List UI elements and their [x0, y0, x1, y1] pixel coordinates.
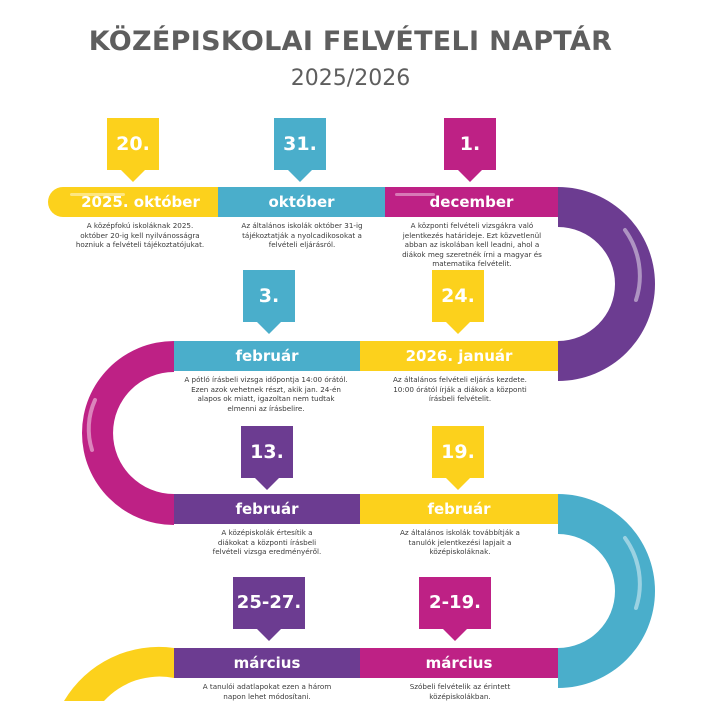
- timeline-label: március: [425, 654, 493, 672]
- event-description: A központi felvételi vizsgákra való jelentkezés határideje. Ezt közvetlenül abban az iskolában kell leadni, ahol a diákok meg szeretnék írni a magyar és matematika felvételit.: [402, 221, 542, 268]
- timeline-label: február: [235, 500, 299, 518]
- date-marker: 2-19.: [419, 577, 491, 629]
- timeline-label: december: [429, 193, 514, 211]
- page-subtitle: 2025/2026: [290, 66, 411, 91]
- event-description: Szóbeli felvételik az érintett középiskolákban.: [409, 682, 511, 701]
- event-description: A pótló írásbeli vizsga időpontja 14:00 órától. Ezen azok vehetnek részt, akik jan. 24-én alapos ok miatt, igazoltan nem tudtak elmenni az írásbelire.: [184, 375, 348, 413]
- date-marker: 20.: [107, 118, 159, 170]
- event-description: A tanulói adatlapokat ezen a három napon lehet módosítani.: [202, 682, 332, 701]
- date-marker: 13.: [241, 426, 293, 478]
- date-marker: 3.: [243, 270, 295, 322]
- timeline-label: 2025. október: [81, 193, 200, 211]
- timeline-label: február: [427, 500, 491, 518]
- date-marker: 31.: [274, 118, 326, 170]
- date-marker: 25-27.: [233, 577, 305, 629]
- date-marker: 24.: [432, 270, 484, 322]
- event-description: A középfokú iskoláknak 2025. október 20-ig kell nyilvánosságra hozniuk a felvételi tájékoztatójukat.: [75, 221, 205, 249]
- page-title: KÖZÉPISKOLAI FELVÉTELI NAPTÁR: [88, 26, 613, 57]
- timeline-label: március: [233, 654, 301, 672]
- event-description: Az általános felvételi eljárás kezdete. 10:00 órától írják a diákok a központi írásbeli felvételit.: [393, 375, 527, 403]
- date-marker: 1.: [444, 118, 496, 170]
- date-marker: 19.: [432, 426, 484, 478]
- timeline-label: október: [268, 193, 335, 211]
- timeline-label: 2026. január: [405, 347, 513, 365]
- event-description: Az általános iskolák továbbítják a tanulók jelentkezési lapjait a középiskoláknak.: [400, 528, 520, 556]
- timeline-label: február: [235, 347, 299, 365]
- event-description: A középiskolák értesítik a diákokat a központi írásbeli felvételi vizsga eredményéről.: [212, 528, 322, 556]
- event-description: Az általános iskolák október 31-ig tájékoztatják a nyolcadikosokat a felvételi eljárásról.: [241, 221, 363, 249]
